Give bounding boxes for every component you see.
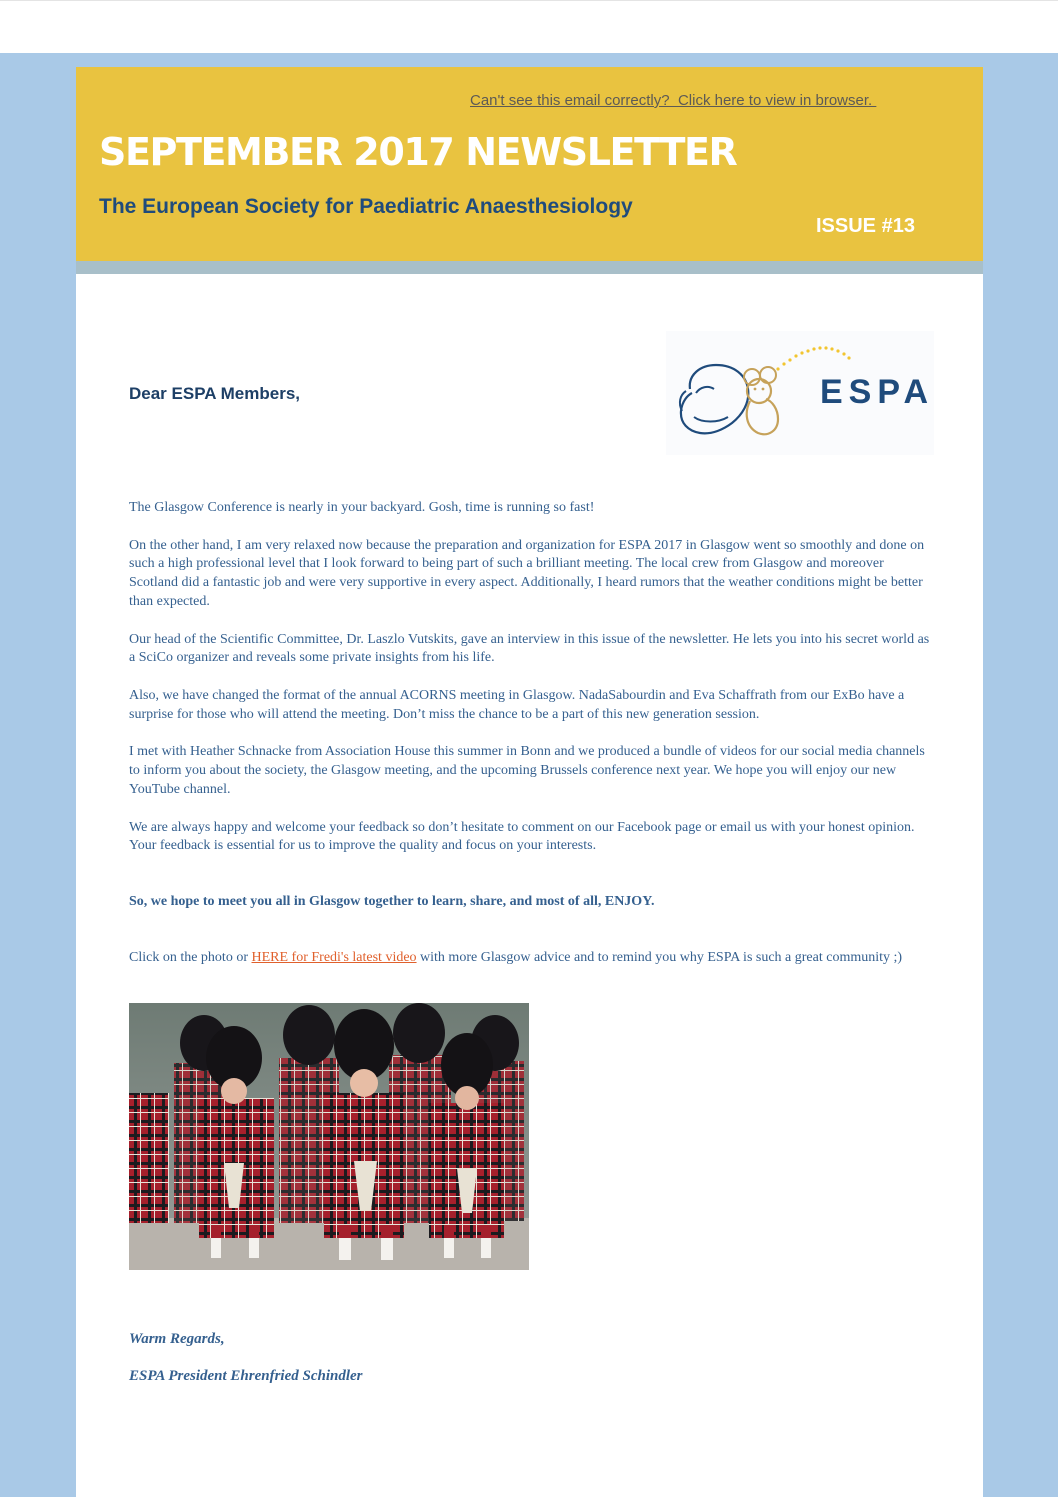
newsletter-card	[76, 67, 983, 1497]
video-invitation-prefix: Click on the photo or	[129, 949, 252, 965]
sleeping-child-logo-icon	[666, 331, 934, 455]
bagpipers-photo-image	[129, 1003, 529, 1270]
newsletter-header	[76, 67, 983, 261]
letter-body	[129, 499, 934, 987]
paragraph: Our head of the Scientific Committee, Dr. Laszlo Vutskits, gave an interview in this issue of the newsletter. He lets you into his secret world as a SciCo organizer and reveals some private insights from his life.	[129, 631, 930, 666]
society-name: The European Society for Paediatric Anaesthesiology	[99, 195, 633, 218]
regards: Warm Regards,	[129, 1331, 225, 1347]
paragraph: Also, we have changed the format of the annual ACORNS meeting in Glasgow. NadaSabourdin and Eva Schaffrath from our ExBo have a surprise for those who will attend the meeting. Don’t miss the chance to be a part of this new generation session.	[129, 687, 905, 722]
bagpipers-photo[interactable]	[129, 1003, 529, 1270]
paragraph: We are always happy and welcome your feedback so don’t hesitate to comment on our Facebook page or email us with your honest opinion. Your feedback is essential for us to improve the quality and focus on your interests.	[129, 819, 915, 854]
greeting: Dear ESPA Members,	[129, 384, 301, 403]
video-invitation-suffix: with more Glasgow advice and to remind you why ESPA is such a great community ;)	[416, 949, 903, 965]
paragraph: I met with Heather Schnacke from Association House this summer in Bonn and we produced a bundle of videos for our social media channels to inform you about the society, the Glasgow meeting, and the upcoming Brussels conference next year. We hope you will enjoy our new YouTube channel.	[129, 744, 925, 797]
view-in-browser-link[interactable]: Can't see this email correctly? Click here to view in browser.	[470, 92, 877, 109]
espa-wordmark: ESPA	[820, 373, 934, 411]
closing-statement: So, we hope to meet you all in Glasgow together to learn, share, and most of all, ENJOY.	[129, 894, 655, 910]
paragraph: The Glasgow Conference is nearly in your backyard. Gosh, time is running so fast!	[129, 500, 595, 515]
issue-number: ISSUE #13	[816, 215, 915, 237]
signature: ESPA President Ehrenfried Schindler	[129, 1368, 363, 1384]
espa-logo	[666, 331, 934, 455]
header-divider	[76, 261, 983, 274]
paragraph: On the other hand, I am very relaxed now because the preparation and organization for ESPA 2017 in Glasgow went so smoothly and done on such a high professional level that I look forward to being part of such a brilliant meeting. The local crew from Glasgow and moreover Scotland did a fantastic job and were very supportive in every aspect. Additionally, I heard rumors that the weather conditions might be better than expected.	[129, 537, 925, 609]
video-link[interactable]: HERE for Fredi's latest video	[251, 949, 417, 965]
newsletter-title: SEPTEMBER 2017 NEWSLETTER	[99, 130, 737, 174]
video-invitation	[129, 949, 934, 968]
top-bar	[0, 0, 1058, 54]
